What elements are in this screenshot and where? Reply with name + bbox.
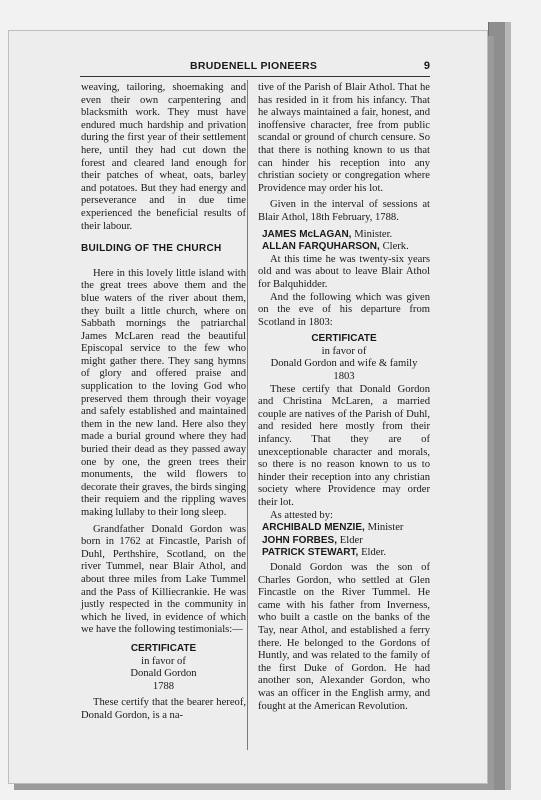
certificate-year: 1803 bbox=[333, 371, 355, 383]
certificate-text-start: These certify that the bearer hereof, Donald Gordon, is a na- bbox=[81, 697, 246, 721]
header-rule bbox=[80, 76, 430, 77]
signatory-role: Elder. bbox=[361, 547, 387, 559]
signature-line bbox=[258, 522, 430, 535]
couple-certificate-paragraph: These certify that Donald Gordon and Christina McLaren, a married couple are natives of the Parish of Duhl, and resided here mostly from their infancy. That they are of unexceptionable character and morals, so there is no reason known to us to hinder their reception into any christian society where Providence may order their lot. bbox=[258, 383, 430, 508]
signatory-role: Minister bbox=[367, 522, 404, 534]
certificate-title: CERTIFICATE bbox=[130, 642, 197, 654]
book-spine bbox=[488, 22, 505, 790]
left-column bbox=[81, 82, 246, 723]
certificate-text-continued: tive of the Parish of Blair Athol. That he has resided in it from his infancy. That he always maintained a fair, honest, and inoffensive character, free from public scandal or ground of church censure. So that there is nothing known to us that can hinder his reception into any christian society or congregation where Providence may order his lot. bbox=[258, 82, 430, 194]
signature-line bbox=[258, 229, 430, 242]
signatory-role: Clerk. bbox=[382, 241, 409, 253]
departure-paragraph: And the following which was given on the eve of his departure from Scotland in 1803: bbox=[258, 291, 430, 328]
signature-line bbox=[258, 241, 430, 254]
attested-by: As attested by: bbox=[270, 509, 333, 521]
section-heading: BUILDING OF THE CHURCH bbox=[81, 243, 222, 255]
certificate-subtitle: in favor of bbox=[321, 345, 367, 357]
church-paragraph: Here in this lovely little island with the great trees above them and the blue waters of the river about them, they built a little church, where on Sabbath mornings the patriarchal James McLaren read the beautiful Episcopal service to the few who might gather there. They sang hymns of glory and offered praise and supplication to the loving God who preserved them through their voyage and safely established and maintained them in the new land. Here also they made a burial ground where they had buried their dead as they passed away one by one, the green trees their monuments, the wild flowers to decorate their graves, the birds singing their requiem and the rippling waves making lullaby to their long sleep. bbox=[81, 267, 246, 518]
page-number: 9 bbox=[423, 60, 430, 72]
certificate-name: Donald Gordon and wife & family bbox=[270, 358, 418, 370]
signatory-name: JOHN FORBES, bbox=[262, 534, 338, 546]
given-paragraph: Given in the interval of sessions at Blair Athol, 18th February, 1788. bbox=[258, 199, 430, 223]
signatory-name: JAMES McLAGAN, bbox=[262, 228, 352, 240]
right-column bbox=[258, 82, 430, 713]
grandfather-paragraph: Grandfather Donald Gordon was born in 1762 at Fincastle, Parish of Duhl, Perthshire, Scotland, on the river Tummel, near Blair Athol, and about three miles from Lake Tummel and the Pass of Killiecrankie. He was justly respected in the community in which he lived, in evidence of which we have the following testimonials:— bbox=[81, 523, 246, 636]
certificate-name: Donald Gordon bbox=[130, 668, 197, 680]
certificate-subtitle: in favor of bbox=[141, 655, 186, 667]
intro-paragraph: weaving, tailoring, shoemaking and even their own carpentering and blacksmith work. They must have endured much hardship and privation during the first year of their settlement here, until they had cut down the forest and cleared land enough for their patches of wheat, oats, barley and potatoes. But they had energy and perseverance and in due time experienced the beneficial results of their labour. bbox=[81, 82, 246, 232]
signatory-role: Minister. bbox=[354, 228, 393, 240]
running-header bbox=[80, 60, 430, 74]
age-paragraph: At this time he was twenty-six years old and was about to leave Blair Athol for Balquhidder. bbox=[258, 253, 430, 290]
signatory-name: ARCHIBALD MENZIE, bbox=[262, 522, 365, 534]
signature-line bbox=[258, 547, 430, 560]
column-divider bbox=[247, 80, 248, 750]
signature-line bbox=[258, 535, 430, 548]
signatory-name: PATRICK STEWART, bbox=[262, 547, 359, 559]
certificate-title: CERTIFICATE bbox=[311, 333, 377, 345]
running-title: BRUDENELL PIONEERS bbox=[190, 60, 318, 72]
signatory-role: Elder bbox=[339, 534, 363, 546]
signatory-name: ALLAN FARQUHARSON, bbox=[262, 241, 380, 253]
lineage-paragraph: Donald Gordon was the son of Charles Gordon, who settled at Glen Fincastle on the River Tummel. He came with his father from Inverness, who built a castle on the banks of the Tay, near Athol, and established a ferry there. He belonged to the Gordons of Huntly, and was related to the family of the first Duke of Gordon. He had another son, Alexander Gordon, who was an officer in the English army, and fought at the American Revolution. bbox=[258, 561, 430, 712]
certificate-year: 1788 bbox=[152, 680, 175, 692]
